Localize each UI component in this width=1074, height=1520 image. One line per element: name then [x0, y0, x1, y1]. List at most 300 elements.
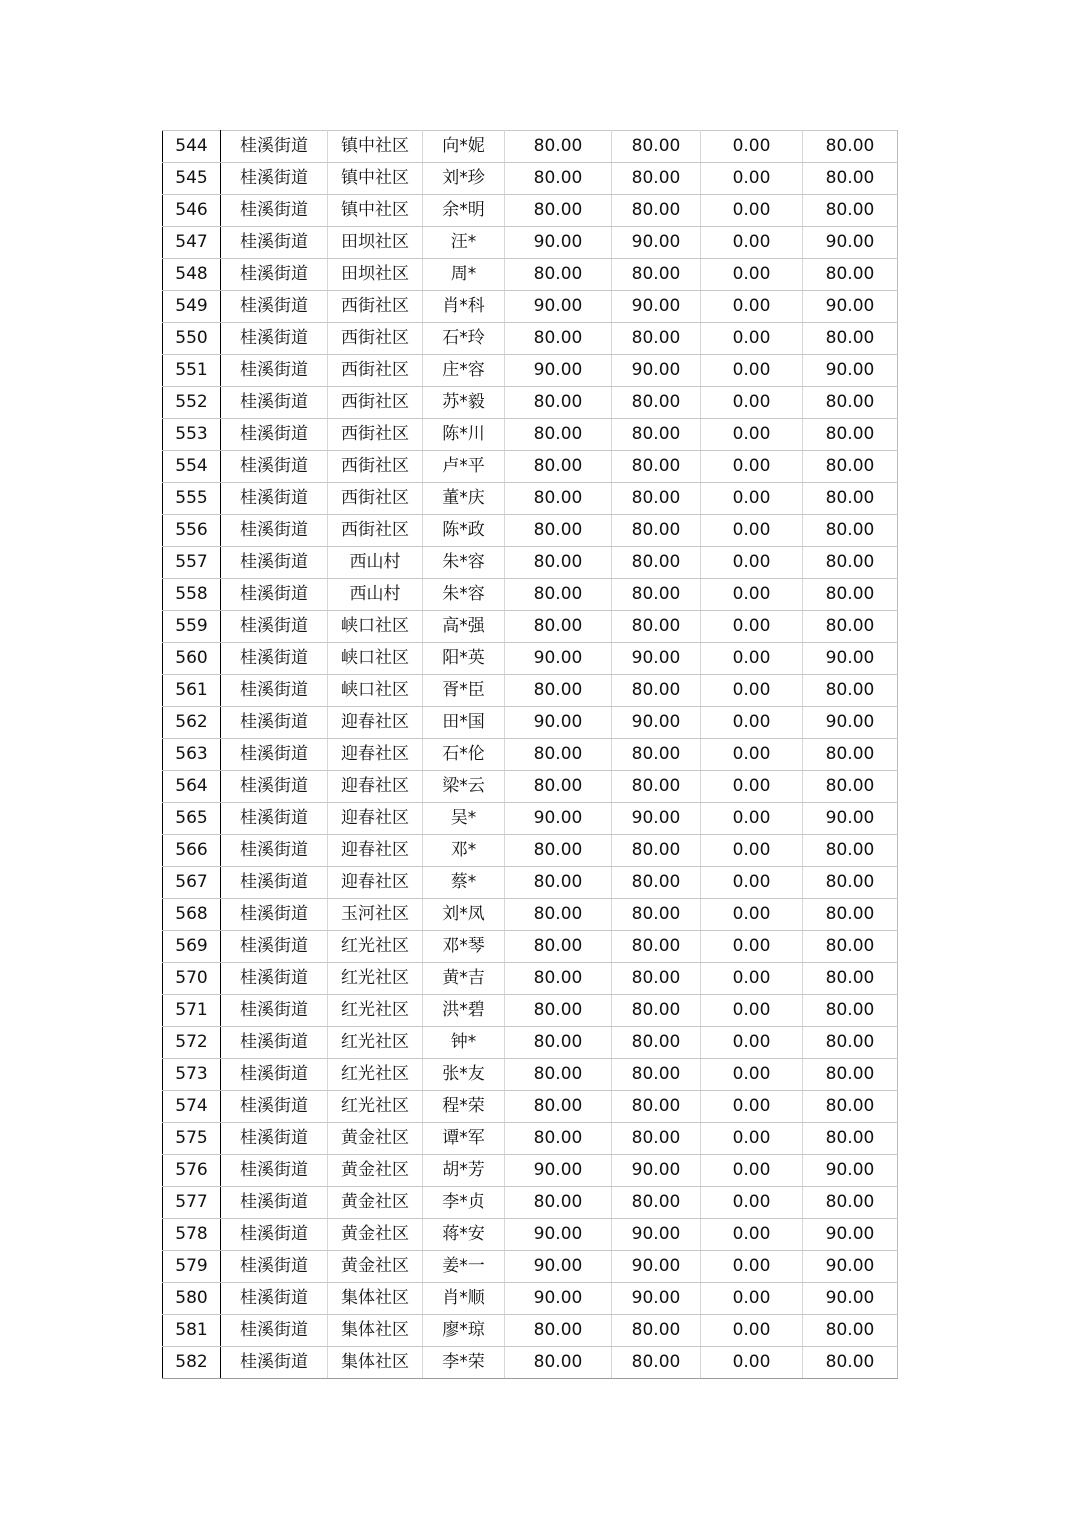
- cell-index: 559: [163, 611, 221, 643]
- table-row: [163, 1219, 898, 1251]
- cell-community: 红光社区: [328, 1091, 423, 1123]
- cell-amount-c: 0.00: [701, 451, 803, 483]
- cell-amount-a: 80.00: [505, 451, 612, 483]
- table-row: [163, 579, 898, 611]
- cell-community: 西街社区: [328, 483, 423, 515]
- table-row: [163, 1283, 898, 1315]
- cell-amount-b: 80.00: [612, 771, 701, 803]
- cell-street: 桂溪街道: [221, 931, 328, 963]
- cell-amount-c: 0.00: [701, 1155, 803, 1187]
- cell-name: 朱*容: [423, 579, 505, 611]
- cell-amount-c: 0.00: [701, 867, 803, 899]
- table-row: [163, 515, 898, 547]
- cell-amount-b: 90.00: [612, 707, 701, 739]
- cell-amount-c: 0.00: [701, 803, 803, 835]
- cell-amount-a: 80.00: [505, 547, 612, 579]
- cell-community: 黄金社区: [328, 1155, 423, 1187]
- cell-amount-a: 80.00: [505, 611, 612, 643]
- cell-community: 镇中社区: [328, 195, 423, 227]
- cell-index: 565: [163, 803, 221, 835]
- cell-community: 迎春社区: [328, 739, 423, 771]
- cell-index: 572: [163, 1027, 221, 1059]
- cell-name: 廖*琼: [423, 1315, 505, 1347]
- cell-name: 石*玲: [423, 323, 505, 355]
- cell-street: 桂溪街道: [221, 1187, 328, 1219]
- cell-community: 西街社区: [328, 387, 423, 419]
- cell-amount-b: 90.00: [612, 1155, 701, 1187]
- cell-street: 桂溪街道: [221, 835, 328, 867]
- cell-street: 桂溪街道: [221, 227, 328, 259]
- cell-total: 90.00: [803, 227, 898, 259]
- cell-community: 集体社区: [328, 1315, 423, 1347]
- cell-total: 80.00: [803, 1347, 898, 1379]
- table-row: [163, 803, 898, 835]
- cell-amount-b: 80.00: [612, 1123, 701, 1155]
- cell-amount-a: 80.00: [505, 323, 612, 355]
- cell-street: 桂溪街道: [221, 995, 328, 1027]
- cell-amount-a: 80.00: [505, 899, 612, 931]
- cell-index: 575: [163, 1123, 221, 1155]
- cell-community: 西街社区: [328, 291, 423, 323]
- table-row: [163, 1091, 898, 1123]
- table-row: [163, 291, 898, 323]
- cell-name: 田*国: [423, 707, 505, 739]
- cell-street: 桂溪街道: [221, 867, 328, 899]
- cell-street: 桂溪街道: [221, 195, 328, 227]
- cell-amount-c: 0.00: [701, 1251, 803, 1283]
- cell-street: 桂溪街道: [221, 1059, 328, 1091]
- cell-name: 黄*吉: [423, 963, 505, 995]
- cell-name: 阳*英: [423, 643, 505, 675]
- cell-name: 高*强: [423, 611, 505, 643]
- records-body: [163, 131, 898, 1379]
- cell-amount-b: 90.00: [612, 1251, 701, 1283]
- cell-index: 566: [163, 835, 221, 867]
- cell-index: 548: [163, 259, 221, 291]
- cell-name: 谭*军: [423, 1123, 505, 1155]
- cell-amount-b: 90.00: [612, 1283, 701, 1315]
- cell-amount-a: 80.00: [505, 931, 612, 963]
- table-row: [163, 707, 898, 739]
- cell-street: 桂溪街道: [221, 1027, 328, 1059]
- cell-amount-c: 0.00: [701, 899, 803, 931]
- cell-index: 563: [163, 739, 221, 771]
- table-row: [163, 611, 898, 643]
- cell-street: 桂溪街道: [221, 451, 328, 483]
- cell-index: 581: [163, 1315, 221, 1347]
- cell-community: 集体社区: [328, 1283, 423, 1315]
- records-table: [162, 130, 898, 1379]
- cell-amount-b: 80.00: [612, 1315, 701, 1347]
- cell-name: 张*友: [423, 1059, 505, 1091]
- cell-street: 桂溪街道: [221, 547, 328, 579]
- table-row: [163, 867, 898, 899]
- cell-amount-b: 80.00: [612, 1059, 701, 1091]
- cell-amount-c: 0.00: [701, 835, 803, 867]
- cell-amount-c: 0.00: [701, 259, 803, 291]
- cell-total: 80.00: [803, 835, 898, 867]
- cell-index: 568: [163, 899, 221, 931]
- cell-index: 554: [163, 451, 221, 483]
- cell-street: 桂溪街道: [221, 1155, 328, 1187]
- cell-total: 80.00: [803, 963, 898, 995]
- cell-total: 80.00: [803, 1059, 898, 1091]
- cell-amount-b: 80.00: [612, 259, 701, 291]
- cell-amount-b: 90.00: [612, 291, 701, 323]
- cell-street: 桂溪街道: [221, 739, 328, 771]
- cell-street: 桂溪街道: [221, 1091, 328, 1123]
- cell-street: 桂溪街道: [221, 803, 328, 835]
- cell-amount-c: 0.00: [701, 227, 803, 259]
- cell-community: 镇中社区: [328, 163, 423, 195]
- cell-name: 梁*云: [423, 771, 505, 803]
- cell-community: 西山村: [328, 579, 423, 611]
- cell-street: 桂溪街道: [221, 611, 328, 643]
- cell-amount-c: 0.00: [701, 707, 803, 739]
- table-row: [163, 739, 898, 771]
- cell-community: 峡口社区: [328, 611, 423, 643]
- cell-name: 朱*容: [423, 547, 505, 579]
- cell-name: 苏*毅: [423, 387, 505, 419]
- cell-community: 西街社区: [328, 323, 423, 355]
- table-row: [163, 1123, 898, 1155]
- cell-name: 胡*芳: [423, 1155, 505, 1187]
- cell-amount-c: 0.00: [701, 643, 803, 675]
- table-row: [163, 355, 898, 387]
- table-row: [163, 1187, 898, 1219]
- cell-amount-c: 0.00: [701, 1187, 803, 1219]
- cell-total: 80.00: [803, 931, 898, 963]
- cell-amount-c: 0.00: [701, 387, 803, 419]
- table-row: [163, 131, 898, 163]
- cell-street: 桂溪街道: [221, 1347, 328, 1379]
- cell-index: 558: [163, 579, 221, 611]
- cell-community: 西街社区: [328, 451, 423, 483]
- cell-community: 峡口社区: [328, 643, 423, 675]
- cell-amount-a: 90.00: [505, 1251, 612, 1283]
- cell-amount-b: 80.00: [612, 1091, 701, 1123]
- cell-street: 桂溪街道: [221, 1251, 328, 1283]
- cell-total: 80.00: [803, 259, 898, 291]
- cell-total: 80.00: [803, 1027, 898, 1059]
- cell-amount-b: 80.00: [612, 419, 701, 451]
- cell-name: 刘*珍: [423, 163, 505, 195]
- cell-index: 569: [163, 931, 221, 963]
- cell-amount-b: 80.00: [612, 515, 701, 547]
- cell-total: 80.00: [803, 579, 898, 611]
- cell-amount-b: 90.00: [612, 643, 701, 675]
- cell-name: 汪*: [423, 227, 505, 259]
- table-row: [163, 259, 898, 291]
- cell-amount-b: 80.00: [612, 387, 701, 419]
- cell-amount-a: 90.00: [505, 1155, 612, 1187]
- cell-amount-a: 80.00: [505, 1091, 612, 1123]
- cell-total: 90.00: [803, 291, 898, 323]
- cell-community: 迎春社区: [328, 835, 423, 867]
- cell-amount-c: 0.00: [701, 611, 803, 643]
- cell-amount-a: 80.00: [505, 1347, 612, 1379]
- cell-community: 西街社区: [328, 355, 423, 387]
- cell-street: 桂溪街道: [221, 131, 328, 163]
- cell-amount-c: 0.00: [701, 931, 803, 963]
- cell-name: 肖*顺: [423, 1283, 505, 1315]
- cell-amount-c: 0.00: [701, 291, 803, 323]
- cell-index: 545: [163, 163, 221, 195]
- cell-community: 迎春社区: [328, 771, 423, 803]
- cell-amount-c: 0.00: [701, 1347, 803, 1379]
- cell-amount-a: 80.00: [505, 579, 612, 611]
- cell-name: 陈*川: [423, 419, 505, 451]
- cell-street: 桂溪街道: [221, 643, 328, 675]
- cell-amount-c: 0.00: [701, 579, 803, 611]
- cell-street: 桂溪街道: [221, 291, 328, 323]
- cell-amount-a: 80.00: [505, 739, 612, 771]
- cell-total: 90.00: [803, 643, 898, 675]
- cell-street: 桂溪街道: [221, 355, 328, 387]
- cell-index: 562: [163, 707, 221, 739]
- cell-amount-a: 80.00: [505, 1123, 612, 1155]
- cell-amount-b: 80.00: [612, 867, 701, 899]
- cell-amount-c: 0.00: [701, 1059, 803, 1091]
- cell-index: 567: [163, 867, 221, 899]
- cell-total: 80.00: [803, 131, 898, 163]
- cell-total: 80.00: [803, 899, 898, 931]
- cell-index: 573: [163, 1059, 221, 1091]
- cell-community: 黄金社区: [328, 1251, 423, 1283]
- cell-total: 80.00: [803, 515, 898, 547]
- cell-total: 80.00: [803, 323, 898, 355]
- cell-community: 黄金社区: [328, 1187, 423, 1219]
- cell-amount-a: 80.00: [505, 163, 612, 195]
- cell-amount-c: 0.00: [701, 739, 803, 771]
- table-row: [163, 835, 898, 867]
- cell-name: 胥*臣: [423, 675, 505, 707]
- cell-community: 红光社区: [328, 1059, 423, 1091]
- cell-community: 田坝社区: [328, 259, 423, 291]
- cell-index: 577: [163, 1187, 221, 1219]
- cell-street: 桂溪街道: [221, 163, 328, 195]
- cell-name: 董*庆: [423, 483, 505, 515]
- cell-amount-a: 80.00: [505, 1027, 612, 1059]
- table-row: [163, 195, 898, 227]
- cell-amount-b: 90.00: [612, 227, 701, 259]
- cell-total: 90.00: [803, 707, 898, 739]
- cell-amount-c: 0.00: [701, 1123, 803, 1155]
- cell-name: 陈*政: [423, 515, 505, 547]
- cell-name: 蔡*: [423, 867, 505, 899]
- cell-amount-a: 80.00: [505, 419, 612, 451]
- cell-index: 570: [163, 963, 221, 995]
- cell-amount-b: 80.00: [612, 835, 701, 867]
- cell-name: 吴*: [423, 803, 505, 835]
- cell-name: 钟*: [423, 1027, 505, 1059]
- cell-total: 80.00: [803, 675, 898, 707]
- table-row: [163, 387, 898, 419]
- cell-community: 西街社区: [328, 419, 423, 451]
- cell-community: 镇中社区: [328, 131, 423, 163]
- table-row: [163, 1155, 898, 1187]
- cell-total: 80.00: [803, 995, 898, 1027]
- cell-amount-c: 0.00: [701, 323, 803, 355]
- cell-total: 80.00: [803, 387, 898, 419]
- cell-amount-c: 0.00: [701, 1315, 803, 1347]
- cell-name: 李*荣: [423, 1347, 505, 1379]
- cell-total: 80.00: [803, 771, 898, 803]
- cell-amount-c: 0.00: [701, 1219, 803, 1251]
- cell-total: 80.00: [803, 547, 898, 579]
- cell-index: 546: [163, 195, 221, 227]
- cell-total: 90.00: [803, 355, 898, 387]
- cell-community: 黄金社区: [328, 1219, 423, 1251]
- cell-community: 峡口社区: [328, 675, 423, 707]
- cell-amount-b: 80.00: [612, 739, 701, 771]
- cell-street: 桂溪街道: [221, 515, 328, 547]
- table-row: [163, 1347, 898, 1379]
- cell-amount-a: 80.00: [505, 515, 612, 547]
- table-row: [163, 163, 898, 195]
- cell-index: 544: [163, 131, 221, 163]
- table-row: [163, 419, 898, 451]
- cell-amount-b: 80.00: [612, 1347, 701, 1379]
- cell-name: 周*: [423, 259, 505, 291]
- cell-community: 迎春社区: [328, 707, 423, 739]
- cell-street: 桂溪街道: [221, 707, 328, 739]
- cell-name: 蒋*安: [423, 1219, 505, 1251]
- cell-index: 557: [163, 547, 221, 579]
- cell-total: 80.00: [803, 739, 898, 771]
- cell-community: 红光社区: [328, 963, 423, 995]
- cell-amount-c: 0.00: [701, 771, 803, 803]
- table-row: [163, 227, 898, 259]
- cell-amount-c: 0.00: [701, 355, 803, 387]
- cell-amount-b: 80.00: [612, 1187, 701, 1219]
- cell-amount-a: 90.00: [505, 1283, 612, 1315]
- cell-amount-a: 80.00: [505, 675, 612, 707]
- cell-amount-c: 0.00: [701, 131, 803, 163]
- table-row: [163, 899, 898, 931]
- cell-index: 582: [163, 1347, 221, 1379]
- table-row: [163, 1251, 898, 1283]
- table-row: [163, 323, 898, 355]
- cell-amount-b: 80.00: [612, 675, 701, 707]
- cell-amount-c: 0.00: [701, 1027, 803, 1059]
- table-row: [163, 995, 898, 1027]
- cell-name: 程*荣: [423, 1091, 505, 1123]
- cell-amount-c: 0.00: [701, 995, 803, 1027]
- cell-amount-a: 90.00: [505, 227, 612, 259]
- cell-total: 80.00: [803, 611, 898, 643]
- cell-amount-c: 0.00: [701, 195, 803, 227]
- cell-community: 红光社区: [328, 995, 423, 1027]
- table-row: [163, 771, 898, 803]
- cell-name: 石*伦: [423, 739, 505, 771]
- cell-amount-a: 90.00: [505, 355, 612, 387]
- cell-amount-a: 80.00: [505, 387, 612, 419]
- cell-community: 红光社区: [328, 1027, 423, 1059]
- cell-amount-c: 0.00: [701, 1283, 803, 1315]
- cell-total: 90.00: [803, 1155, 898, 1187]
- cell-name: 邓*: [423, 835, 505, 867]
- cell-name: 李*贞: [423, 1187, 505, 1219]
- table-row: [163, 547, 898, 579]
- cell-amount-c: 0.00: [701, 483, 803, 515]
- cell-community: 集体社区: [328, 1347, 423, 1379]
- cell-name: 姜*一: [423, 1251, 505, 1283]
- cell-amount-b: 90.00: [612, 803, 701, 835]
- cell-total: 80.00: [803, 195, 898, 227]
- table-row: [163, 1027, 898, 1059]
- cell-street: 桂溪街道: [221, 259, 328, 291]
- cell-index: 574: [163, 1091, 221, 1123]
- cell-index: 560: [163, 643, 221, 675]
- cell-index: 547: [163, 227, 221, 259]
- cell-total: 80.00: [803, 1123, 898, 1155]
- cell-street: 桂溪街道: [221, 899, 328, 931]
- cell-amount-b: 80.00: [612, 579, 701, 611]
- cell-community: 迎春社区: [328, 867, 423, 899]
- cell-amount-b: 80.00: [612, 323, 701, 355]
- cell-amount-c: 0.00: [701, 515, 803, 547]
- cell-index: 553: [163, 419, 221, 451]
- cell-total: 80.00: [803, 867, 898, 899]
- cell-total: 80.00: [803, 1187, 898, 1219]
- cell-street: 桂溪街道: [221, 1123, 328, 1155]
- cell-index: 549: [163, 291, 221, 323]
- cell-amount-b: 80.00: [612, 963, 701, 995]
- cell-amount-c: 0.00: [701, 675, 803, 707]
- table-row: [163, 1315, 898, 1347]
- cell-name: 向*妮: [423, 131, 505, 163]
- cell-amount-c: 0.00: [701, 1091, 803, 1123]
- cell-index: 576: [163, 1155, 221, 1187]
- table-row: [163, 483, 898, 515]
- cell-index: 578: [163, 1219, 221, 1251]
- cell-index: 552: [163, 387, 221, 419]
- cell-street: 桂溪街道: [221, 483, 328, 515]
- cell-index: 571: [163, 995, 221, 1027]
- cell-community: 西山村: [328, 547, 423, 579]
- cell-amount-a: 80.00: [505, 771, 612, 803]
- cell-amount-b: 80.00: [612, 995, 701, 1027]
- cell-amount-b: 80.00: [612, 163, 701, 195]
- cell-name: 洪*碧: [423, 995, 505, 1027]
- cell-name: 邓*琴: [423, 931, 505, 963]
- cell-index: 556: [163, 515, 221, 547]
- cell-amount-b: 80.00: [612, 931, 701, 963]
- table-row: [163, 1059, 898, 1091]
- cell-amount-b: 80.00: [612, 451, 701, 483]
- cell-amount-b: 80.00: [612, 195, 701, 227]
- cell-amount-b: 80.00: [612, 547, 701, 579]
- cell-amount-a: 90.00: [505, 291, 612, 323]
- cell-name: 卢*平: [423, 451, 505, 483]
- cell-index: 550: [163, 323, 221, 355]
- cell-total: 90.00: [803, 803, 898, 835]
- cell-amount-a: 80.00: [505, 483, 612, 515]
- cell-amount-a: 80.00: [505, 1315, 612, 1347]
- table-row: [163, 451, 898, 483]
- cell-amount-c: 0.00: [701, 163, 803, 195]
- cell-amount-a: 80.00: [505, 867, 612, 899]
- cell-total: 90.00: [803, 1219, 898, 1251]
- cell-amount-c: 0.00: [701, 419, 803, 451]
- cell-amount-a: 80.00: [505, 995, 612, 1027]
- cell-street: 桂溪街道: [221, 387, 328, 419]
- cell-total: 90.00: [803, 1251, 898, 1283]
- cell-street: 桂溪街道: [221, 1283, 328, 1315]
- cell-street: 桂溪街道: [221, 579, 328, 611]
- cell-amount-c: 0.00: [701, 963, 803, 995]
